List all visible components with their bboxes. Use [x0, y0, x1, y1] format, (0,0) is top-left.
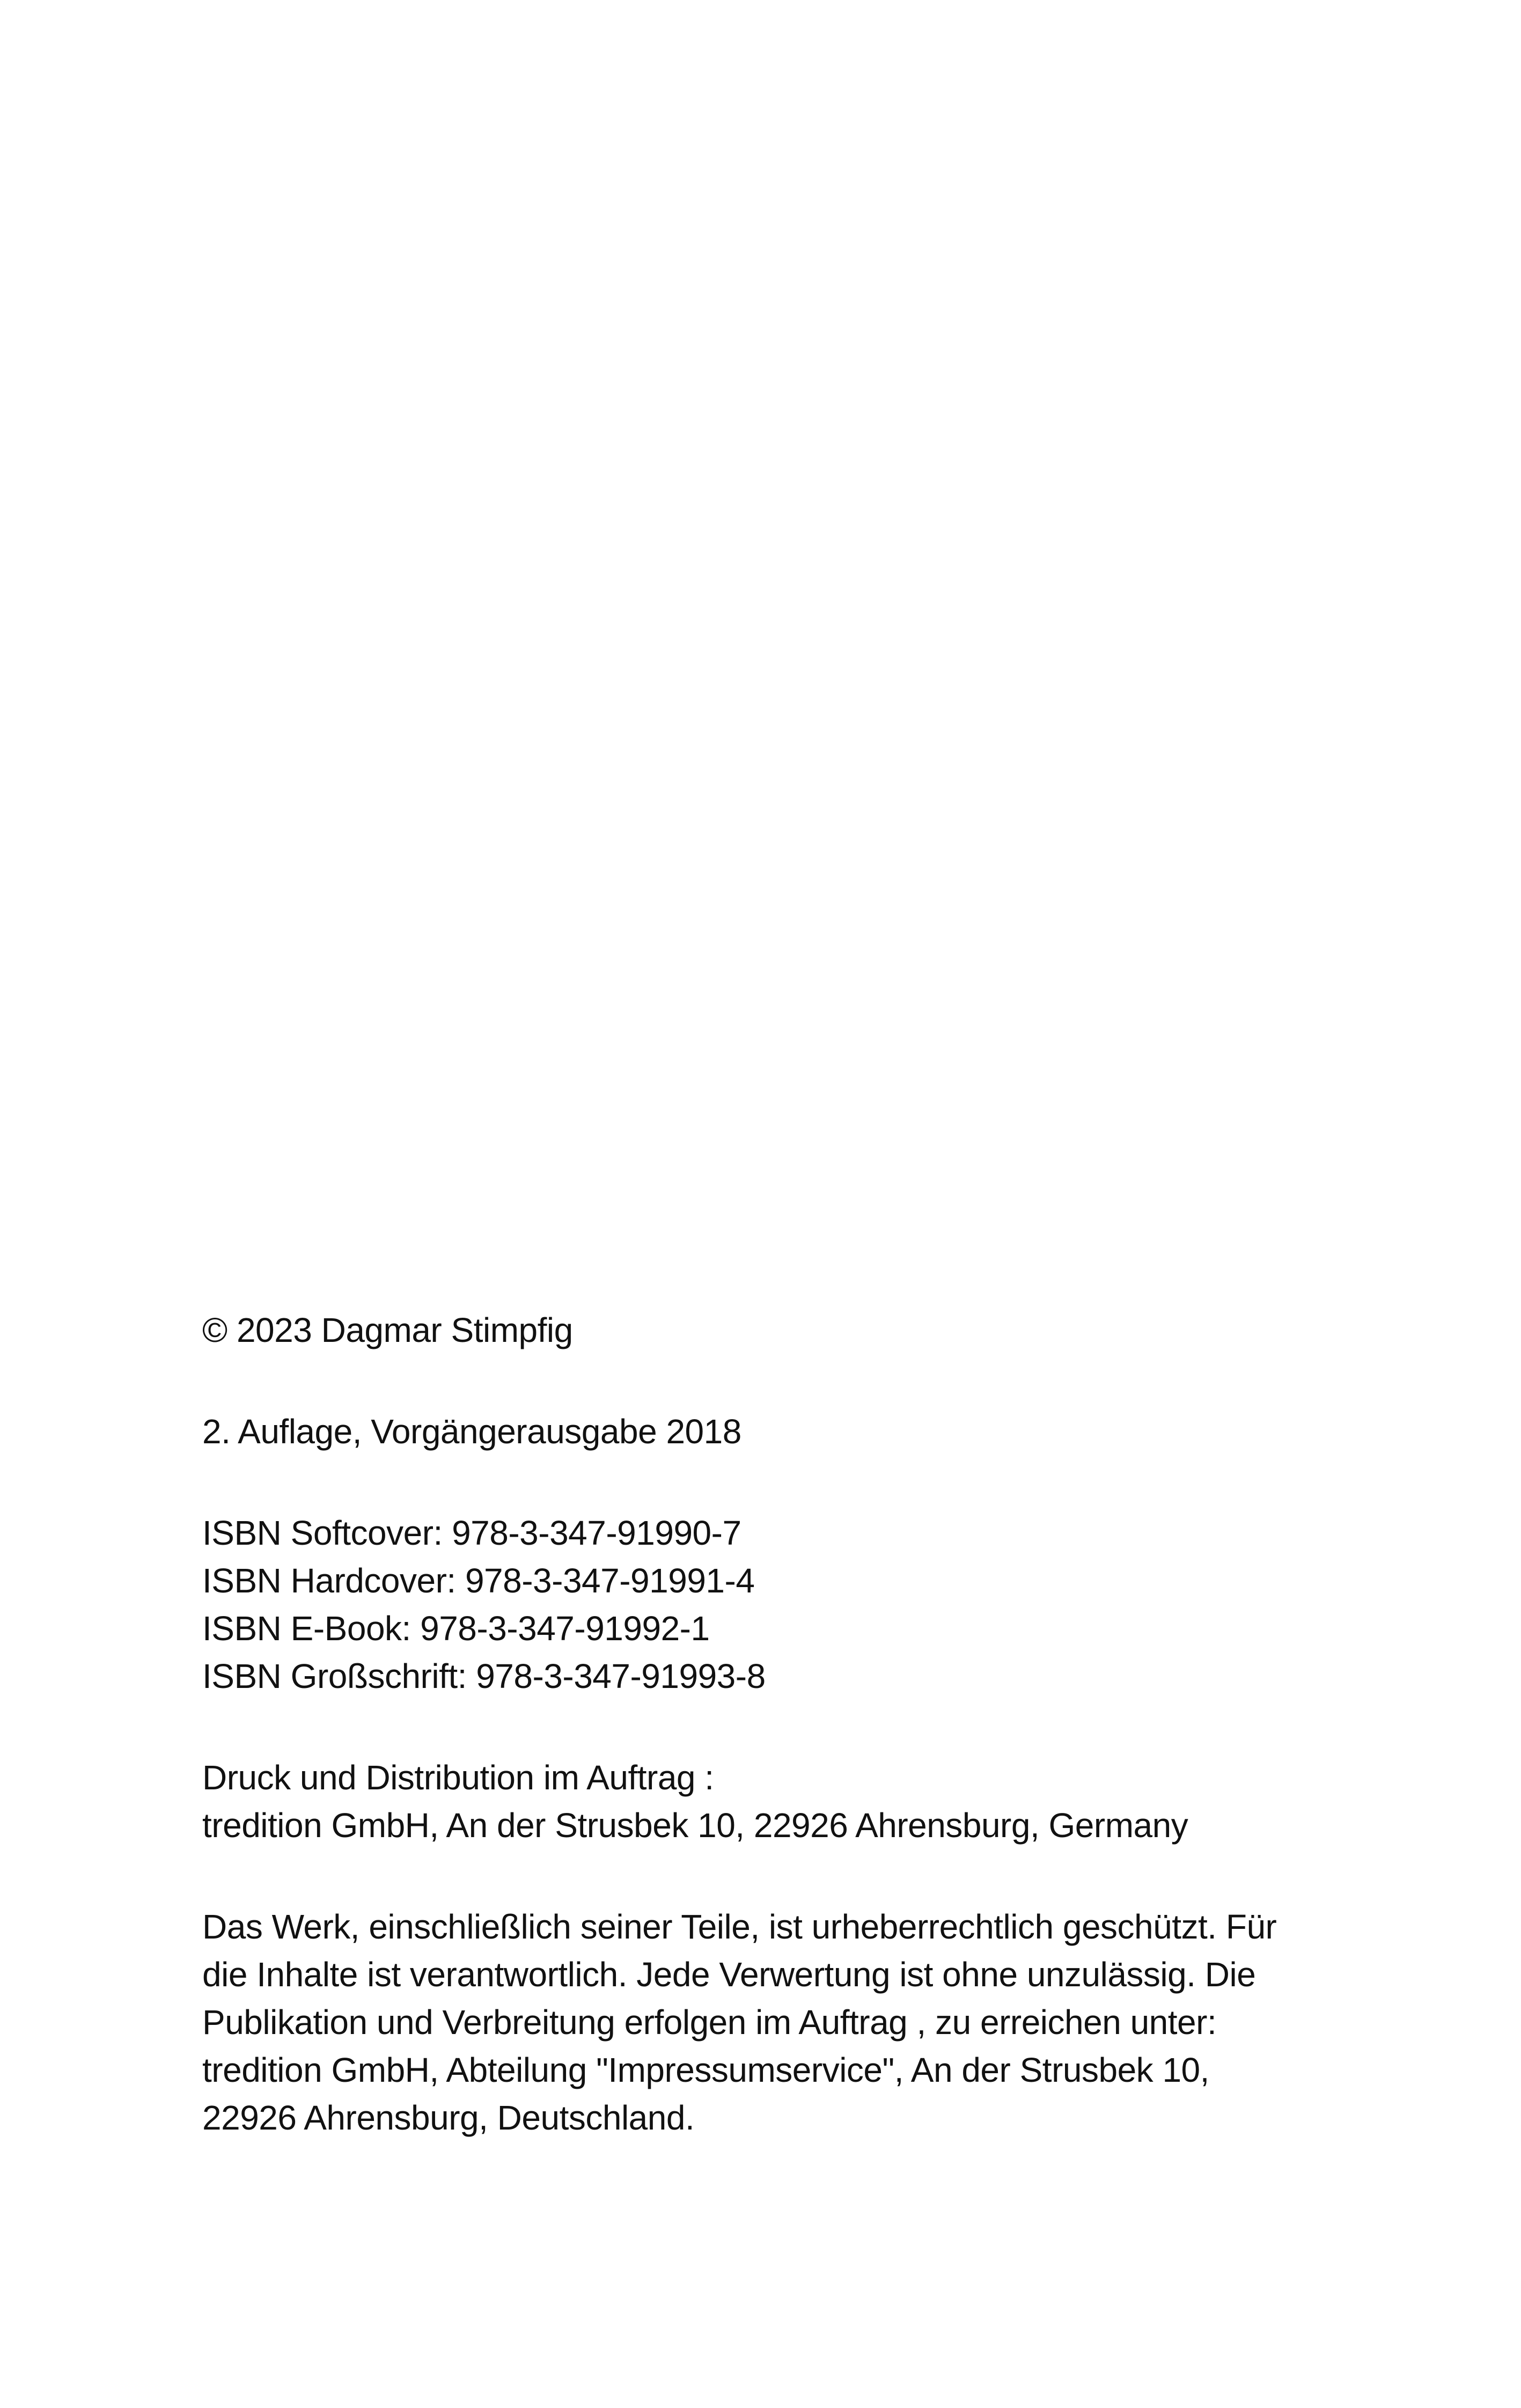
legal-notice-line: 22926 Ahrensburg, Deutschland. [202, 2098, 695, 2137]
isbn-hardcover: ISBN Hardcover: 978-3-347-91991-4 [202, 1561, 755, 1600]
distribution-heading: Druck und Distribution im Auftrag : [202, 1758, 714, 1797]
legal-notice-line: die Inhalte ist verantwortlich. Jede Verwertung ist ohne unzulässig. Die [202, 1955, 1256, 1994]
distribution-block [202, 1754, 1345, 1849]
distribution-address: tredition GmbH, An der Strusbek 10, 22926 Ahrensburg, Germany [202, 1806, 1188, 1845]
isbn-softcover: ISBN Softcover: 978-3-347-91990-7 [202, 1514, 741, 1552]
imprint-section [202, 1306, 1345, 2142]
legal-notice-line: tredition GmbH, Abteilung "Impressumservice", An der Strusbek 10, [202, 2051, 1209, 2089]
legal-notice-block [202, 1903, 1345, 2142]
copyright-line: © 2023 Dagmar Stimpfig [202, 1311, 573, 1349]
isbn-large-print: ISBN Großschrift: 978-3-347-91993-8 [202, 1657, 766, 1695]
legal-notice-line: Publikation und Verbreitung erfolgen im Auftrag , zu erreichen unter: [202, 2003, 1217, 2042]
edition-block [202, 1408, 1345, 1456]
legal-notice-line: Das Werk, einschließlich seiner Teile, ist urheberrechtlich geschützt. Für [202, 1907, 1277, 1946]
edition-line: 2. Auflage, Vorgängerausgabe 2018 [202, 1412, 741, 1451]
isbn-block [202, 1509, 1345, 1700]
isbn-ebook: ISBN E-Book: 978-3-347-91992-1 [202, 1609, 710, 1648]
copyright-block [202, 1306, 1345, 1354]
